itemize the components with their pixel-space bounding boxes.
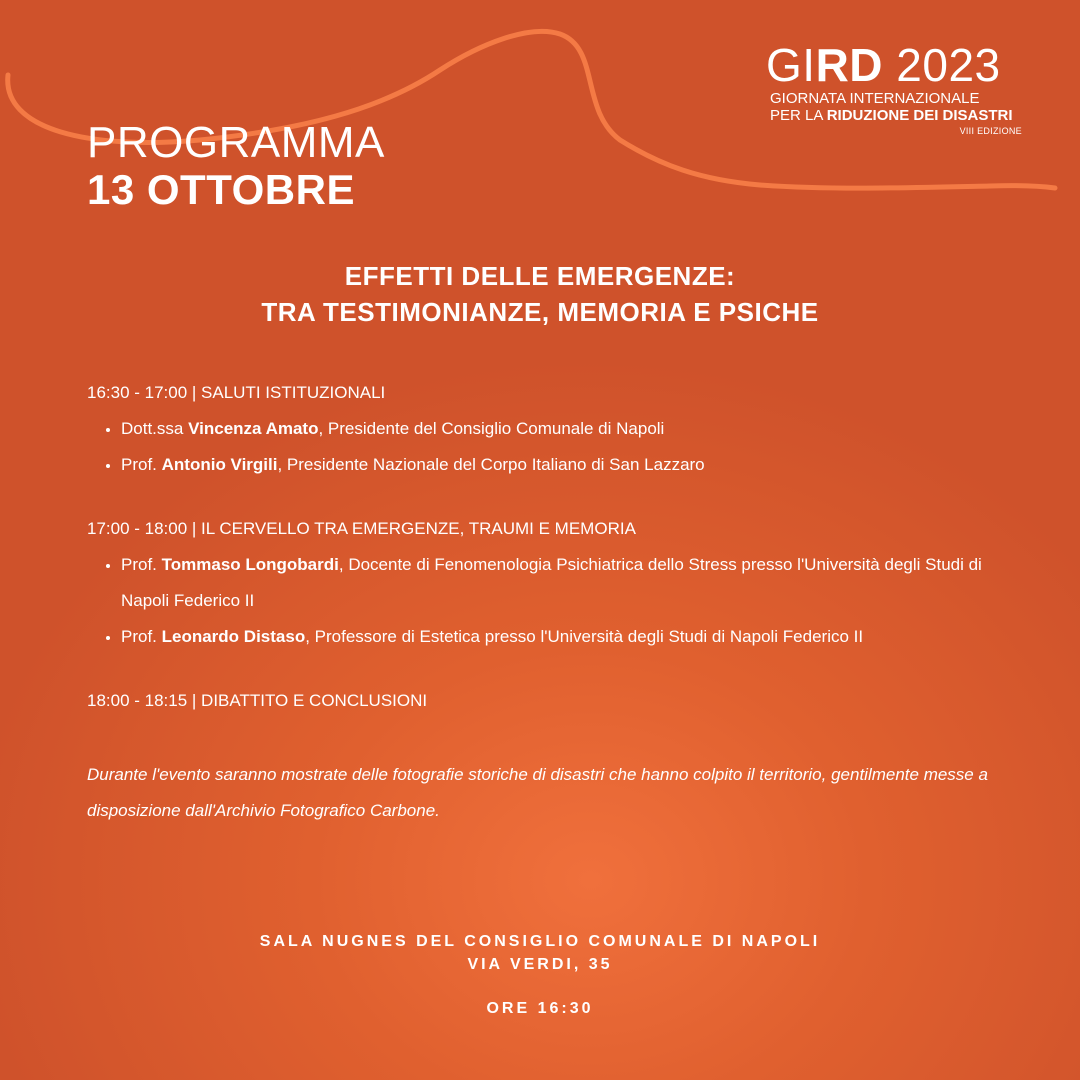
speaker-item [121, 619, 1027, 655]
slot-header: 18:00 - 18:15 | DIBATTITO E CONCLUSIONI [87, 691, 428, 710]
speaker-name: Leonardo Distaso [161, 627, 306, 646]
program-label: PROGRAMMA [87, 118, 385, 167]
logo-title [766, 40, 1036, 90]
speaker-role: , Presidente del Consiglio Comunale di Napoli [318, 419, 665, 438]
event-note: Durante l'evento saranno mostrate delle fotografie storiche di disastri che hanno colpito il territorio, gentilmente messe a disposizione dall'Archivio Fotografico Carbone. [87, 765, 988, 820]
section-title [0, 258, 1080, 330]
gird-logo [766, 40, 1036, 136]
speaker-item [121, 411, 1027, 447]
logo-year: 2023 [883, 39, 1001, 91]
logo-edition: VIII EDIZIONE [959, 126, 1022, 136]
speaker-name: Tommaso Longobardi [161, 555, 339, 574]
speaker-item [121, 447, 1027, 483]
venue-name: SALA NUGNES DEL CONSIGLIO COMUNALE DI NAPOLI [259, 933, 821, 950]
speaker-name: Antonio Virgili [161, 455, 278, 474]
agenda-slot [87, 375, 1027, 483]
speaker-role: , Professore di Estetica presso l'Università degli Studi di Napoli Federico II [305, 627, 864, 646]
logo-line1: GIORNATA INTERNAZIONALE [770, 90, 980, 107]
speaker-title: Dott.ssa [121, 419, 189, 438]
speaker-title: Prof. [121, 627, 162, 646]
speaker-role: , Docente di Fenomenologia Psichiatrica dello Stress presso l'Università degli Studi di Napoli Federico II [121, 555, 982, 610]
speaker-name: Vincenza Amato [188, 419, 319, 438]
logo-line2-prefix: PER LA [770, 107, 827, 124]
section-title-line1: EFFETTI DELLE EMERGENZE: [344, 261, 736, 291]
agenda-slot [87, 683, 1027, 719]
speaker-list [87, 411, 1027, 483]
agenda [87, 375, 1027, 829]
speaker-title: Prof. [121, 455, 162, 474]
speaker-title: Prof. [121, 555, 162, 574]
agenda-slot [87, 511, 1027, 655]
logo-line2-bold: RIDUZIONE DEI DISASTRI [826, 107, 1013, 124]
slot-header: 16:30 - 17:00 | SALUTI ISTITUZIONALI [87, 383, 386, 402]
logo-line2 [770, 107, 1036, 124]
venue-info [0, 930, 1080, 1020]
speaker-list [87, 547, 1027, 655]
logo-title-bold: RD [815, 39, 884, 91]
venue-address: VIA VERDI, 35 [467, 956, 613, 973]
speaker-item [121, 547, 1027, 619]
event-time: ORE 16:30 [486, 1000, 594, 1017]
speaker-role: , Presidente Nazionale del Corpo Italiano di San Lazzaro [277, 455, 705, 474]
slot-header: 17:00 - 18:00 | IL CERVELLO TRA EMERGENZE, TRAUMI E MEMORIA [87, 519, 636, 538]
section-title-line2: TRA TESTIMONIANZE, MEMORIA E PSICHE [261, 297, 819, 327]
program-date: 13 OTTOBRE [87, 166, 355, 213]
logo-title-light: GI [766, 39, 816, 91]
